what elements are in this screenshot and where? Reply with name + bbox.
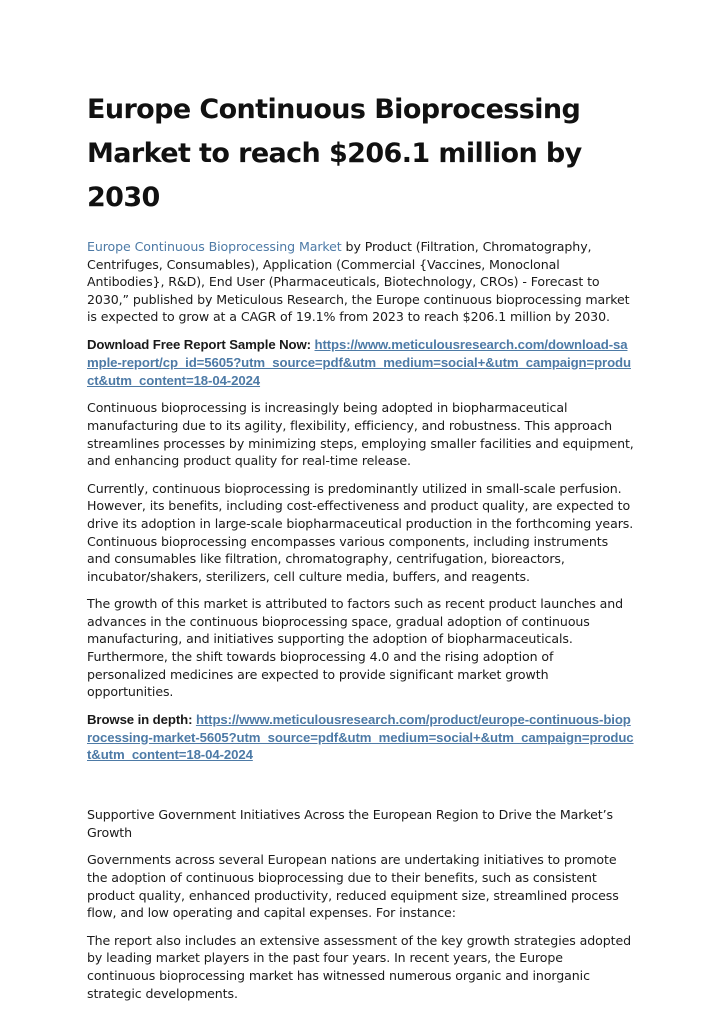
intro-text: by Product (Filtration, Chromatography, Centrifuges, Consumables), Application (Commercial {Vaccines, Monoclonal Antibodies}, R&D), End User (Pharmaceuticals, Biotechnology, CROs) - Forecast to 2030,” published by Meticulous Research, the Europe continuous bioprocessing market is expected to grow at a CAGR of 19.1% from 2023 to reach $206.1 million by 2030. — [87, 239, 630, 325]
document-title: Europe Continuous Bioprocessing Market to reach $206.1 million by 2030 — [87, 94, 582, 213]
body-paragraph-5: The report also includes an extensive assessment of the key growth strategies adopted by leading market players in the past four years. In recent years, the Europe continuous bioprocessing market has witnessed numerous organic and inorganic strategic developments. — [87, 932, 631, 1001]
body-paragraph-3: The growth of this market is attributed to factors such as recent product launches and advances in the continuous bioprocessing space, gradual adoption of continuous manufacturing, and initiatives supporting the adoption of biopharmaceuticals. Furthermore, the shift towards bioprocessing 4.0 and the rising adoption of personalized medicines are expected to provide significant market growth opportunities. — [87, 596, 624, 700]
body-paragraph-1: Continuous bioprocessing is increasingly being adopted in biopharmaceutical manufacturing due to its agility, flexibility, efficiency, and robustness. This approach streamlines processes by minimizing steps, employing smaller facilities and equipment, and enhancing product quality for real-time release. — [87, 400, 634, 469]
section-spacer — [87, 774, 635, 806]
download-sample-link[interactable]: https://www.meticulousresearch.com/download-sample-report/cp_id=5605?utm_source=pdf&utm_medium=social+&utm_campaign=product&utm_content=18-04-2024 — [87, 336, 631, 388]
browse-in-depth-link[interactable]: https://www.meticulousresearch.com/product/europe-continuous-bioprocessing-market-5605?utm_source=pdf&utm_medium=social+&utm_campaign=product&utm_content=18-04-2024 — [87, 711, 634, 763]
body-paragraph-4: Governments across several European nations are undertaking initiatives to promote the adoption of continuous bioprocessing due to their benefits, such as consistent product quality, enhanced productivity, reduced equipment size, streamlined process flow, and low operating and capital expenses. For instance: — [87, 852, 619, 921]
document-page — [87, 88, 635, 1012]
intro-market-link[interactable]: Europe Continuous Bioprocessing Market — [87, 239, 342, 254]
intro-paragraph — [87, 238, 635, 326]
browse-paragraph — [87, 711, 635, 764]
section-subheading: Supportive Government Initiatives Across the European Region to Drive the Market’s Growth — [87, 807, 613, 840]
download-sample-paragraph — [87, 336, 635, 389]
download-label: Download Free Report Sample Now: — [87, 336, 315, 352]
body-paragraph-2: Currently, continuous bioprocessing is predominantly utilized in small-scale perfusion. However, its benefits, including cost-effectiveness and product quality, are expected to drive its adoption in large-scale biopharmaceutical production in the forthcoming years. Continuous bioprocessing encompasses various components, including instruments and consumables like filtration, chromatography, centrifugation, bioreactors, incubator/shakers, sterilizers, cell culture media, buffers, and reagents. — [87, 480, 634, 584]
browse-label: Browse in depth: — [87, 711, 196, 727]
